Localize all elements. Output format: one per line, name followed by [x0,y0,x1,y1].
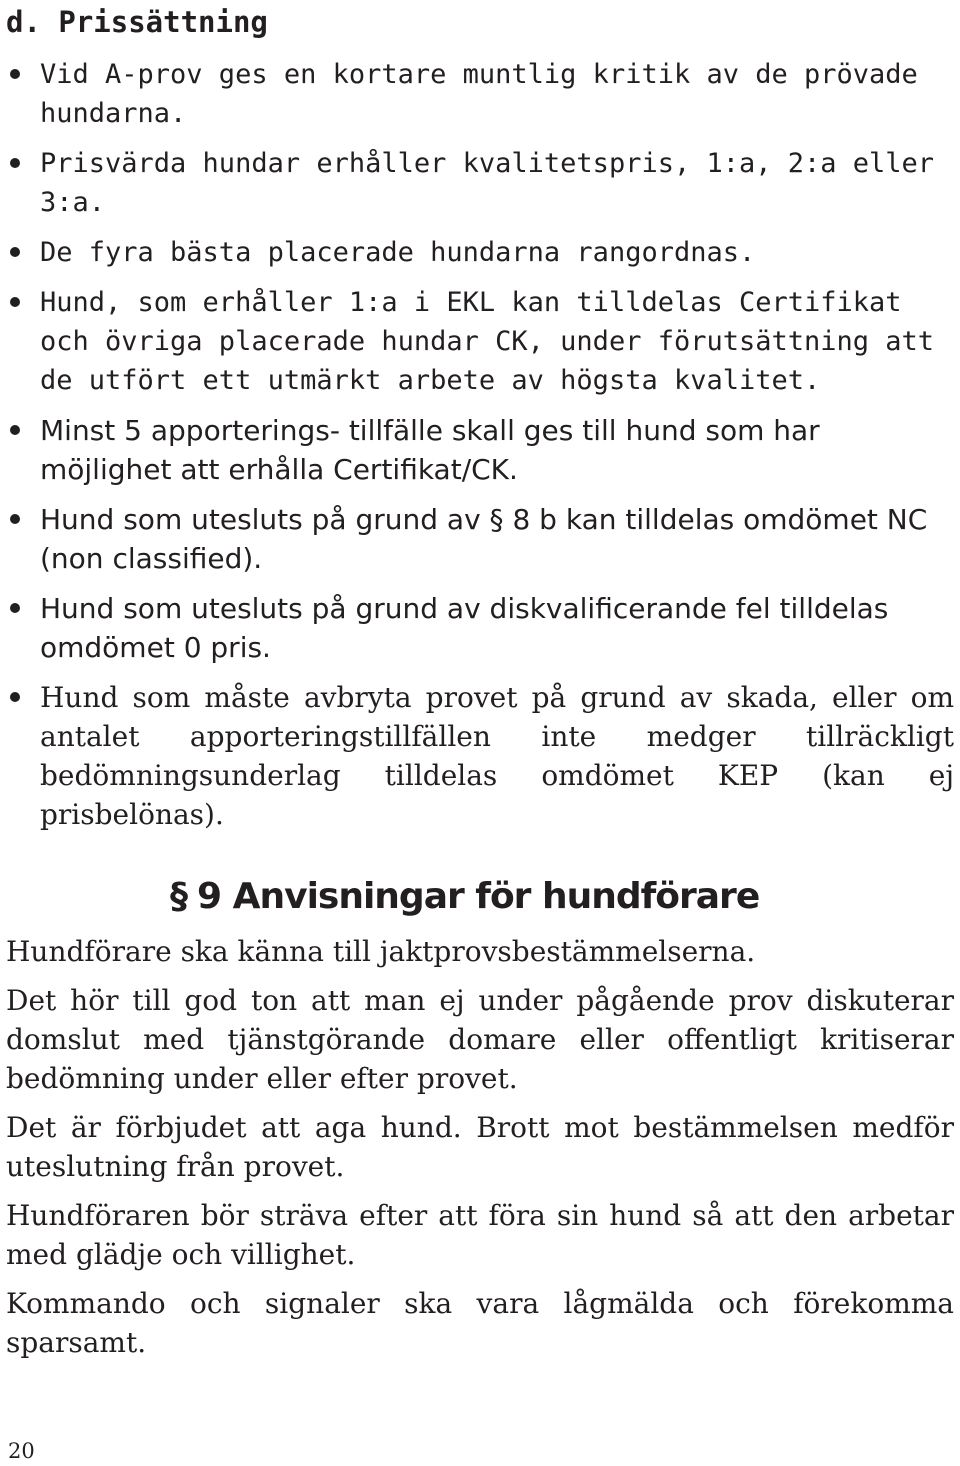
list-item-text: Hund som utesluts på grund av § 8 b kan tilldelas omdömet NC (non classified). [40,503,928,575]
list-item [0,500,954,578]
paragraph: Det är förbjudet att aga hund. Brott mot bestämmelsen medför uteslutning från provet. [6,1111,954,1183]
bullet-icon [10,425,20,435]
paragraph: Kommando och signaler ska vara lågmälda och förekomma sparsamt. [6,1287,954,1359]
list-item [0,589,954,667]
list-item [0,411,954,489]
list-item-text: Hund som utesluts på grund av diskvalificerande fel tilldelas omdömet 0 pris. [40,592,889,664]
bullet-icon [10,692,20,702]
list-item [0,144,954,222]
list-item [0,678,954,834]
list-item [0,55,954,133]
paragraph: Hundförare ska känna till jaktprovsbestämmelserna. [6,935,756,968]
prize-rules-list [0,55,960,845]
bullet-icon [10,158,20,168]
bullet-icon [10,514,20,524]
section-symbol: § [170,876,187,917]
subsection-heading: d. Prissättning [6,5,268,39]
bullet-icon [10,297,20,307]
section-title-text: Anvisningar för hundförare [232,876,760,917]
bullet-icon [10,603,20,613]
section-title [170,872,759,922]
list-item-text: Hund som måste avbryta provet på grund av skada, eller om antalet apporteringstillfällen inte medger tillräckligt bedömningsunderlag tilldelas omdömet KEP (kan ej prisbelönas). [40,681,954,831]
bullet-icon [10,247,20,257]
page-number: 20 [8,1439,35,1463]
paragraph: Det hör till god ton att man ej under pågående prov diskuterar domslut med tjänstgörande domare eller offentligt kritiserar bedömning under eller efter provet. [6,984,954,1095]
list-item-text: Hund, som erhåller 1:a i EKL kan tilldelas Certifikat och övriga placerade hundar CK, under förutsättning att de utfört ett utmärkt arbete av högsta kvalitet. [40,287,935,396]
list-item [0,233,954,272]
section-number: 9 [197,876,222,917]
list-item-text: Vid A-prov ges en kortare muntlig kritik av de prövade hundarna. [40,59,918,129]
list-item-text: Minst 5 apporterings- tillfälle skall ges till hund som har möjlighet att erhålla Certifikat/CK. [40,414,820,486]
paragraph: Hundföraren bör sträva efter att föra sin hund så att den arbetar med glädje och villighet. [6,1199,954,1271]
bullet-icon [10,69,20,79]
list-item [0,283,954,400]
section-body [6,932,954,1372]
list-item-text: De fyra bästa placerade hundarna rangordnas. [40,237,756,268]
list-item-text: Prisvärda hundar erhåller kvalitetspris, 1:a, 2:a eller 3:a. [40,148,935,218]
